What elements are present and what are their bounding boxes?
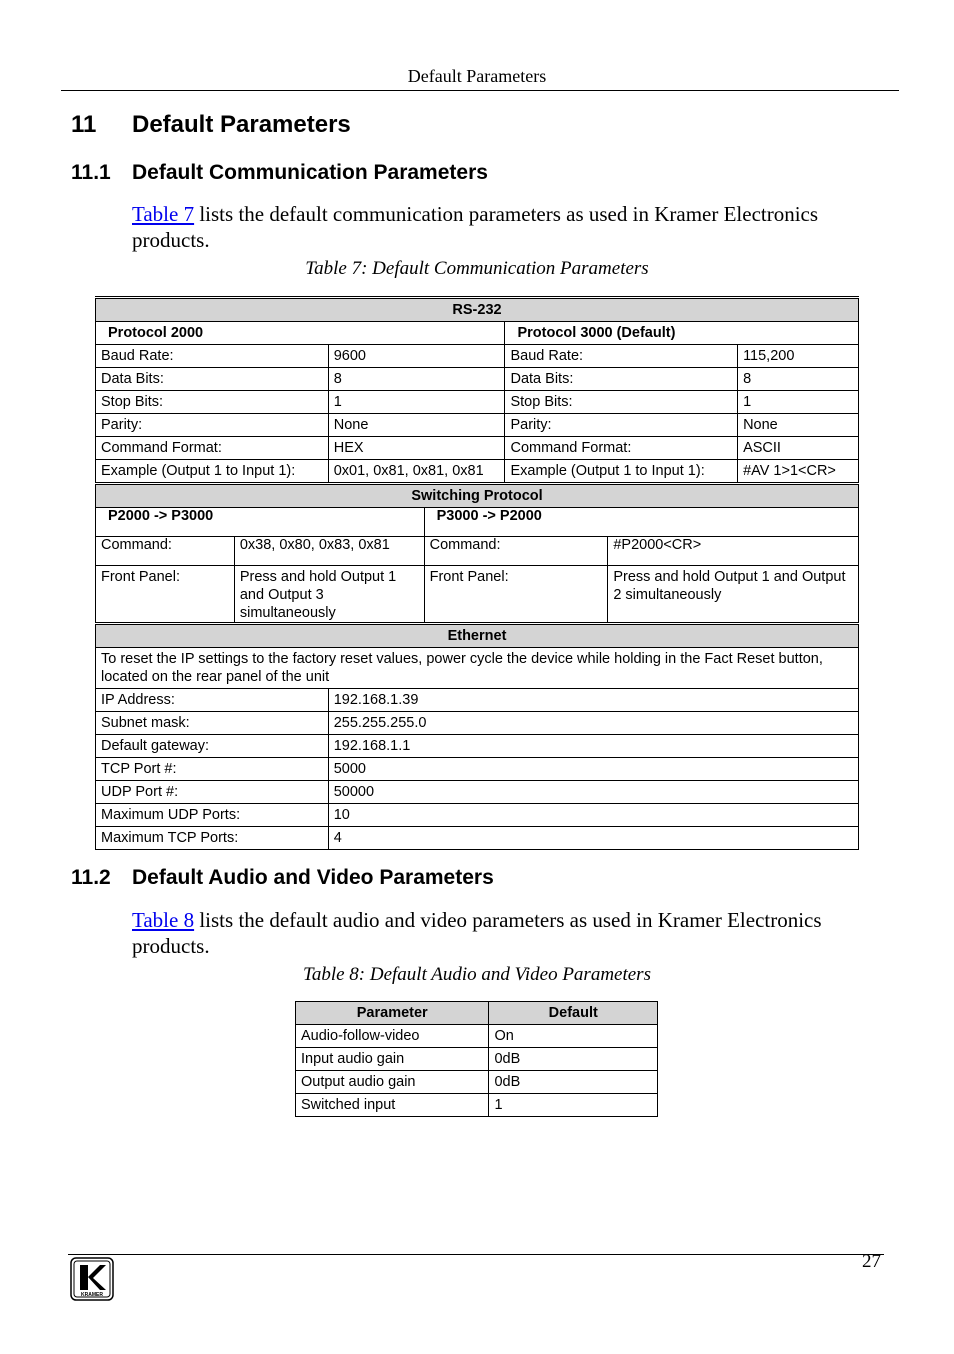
table-cell: Default gateway: bbox=[96, 735, 329, 758]
table-row bbox=[296, 1025, 658, 1048]
table-row bbox=[96, 712, 859, 735]
table-row bbox=[96, 460, 859, 484]
table-cell: Maximum TCP Ports: bbox=[96, 827, 329, 850]
table-8-link[interactable]: Table 8 bbox=[132, 908, 195, 932]
protocol-3000-title: Protocol 3000 (Default) bbox=[505, 322, 859, 345]
section-title: Default Parameters bbox=[132, 111, 351, 138]
table-cell: Stop Bits: bbox=[505, 391, 738, 414]
table-cell: Press and hold Output 1 and Output 3 simultaneously bbox=[234, 566, 424, 624]
table-cell: Command Format: bbox=[505, 437, 738, 460]
table-cell: 5000 bbox=[328, 758, 858, 781]
table-cell: 50000 bbox=[328, 781, 858, 804]
table-cell: Stop Bits: bbox=[96, 391, 329, 414]
table-row bbox=[96, 689, 859, 712]
intro-text-1: lists the default communication parameters as used in Kramer Electronics products. bbox=[132, 202, 819, 252]
p2000-to-p3000-title: P2000 -> P3000 bbox=[96, 508, 425, 537]
table-cell: 192.168.1.1 bbox=[328, 735, 858, 758]
table-cell: IP Address: bbox=[96, 689, 329, 712]
table-cell: UDP Port #: bbox=[96, 781, 329, 804]
table-cell: Maximum UDP Ports: bbox=[96, 804, 329, 827]
table-row bbox=[96, 827, 859, 850]
table-7-caption: Table 7: Default Communication Parameters bbox=[305, 258, 649, 279]
table-cell: 8 bbox=[328, 368, 505, 391]
table-cell: 1 bbox=[328, 391, 505, 414]
table-cell: Command: bbox=[96, 537, 235, 566]
table-cell: 0dB bbox=[489, 1048, 658, 1071]
table-row bbox=[96, 391, 859, 414]
table-cell: On bbox=[489, 1025, 658, 1048]
table-cell: 10 bbox=[328, 804, 858, 827]
section-number: 11 bbox=[71, 111, 97, 138]
kramer-logo-icon bbox=[70, 1257, 114, 1301]
table-row bbox=[96, 804, 859, 827]
table-row bbox=[96, 368, 859, 391]
table-cell: Front Panel: bbox=[424, 566, 608, 624]
table-row bbox=[96, 758, 859, 781]
table-cell: Data Bits: bbox=[96, 368, 329, 391]
header-rule bbox=[61, 90, 899, 91]
table-cell: 255.255.255.0 bbox=[328, 712, 858, 735]
footer-rule bbox=[68, 1254, 884, 1255]
intro-paragraph-2 bbox=[132, 907, 892, 959]
table-cell: 0x38, 0x80, 0x83, 0x81 bbox=[234, 537, 424, 566]
table-cell: TCP Port #: bbox=[96, 758, 329, 781]
ethernet-note: To reset the IP settings to the factory reset values, power cycle the device while holding in the Fact Reset button, located on the rear panel of the unit bbox=[96, 648, 859, 689]
protocol-2000-title: Protocol 2000 bbox=[96, 322, 505, 345]
table-cell: Data Bits: bbox=[505, 368, 738, 391]
table-cell: Output audio gain bbox=[296, 1071, 489, 1094]
table-cell: Front Panel: bbox=[96, 566, 235, 624]
table-cell: Switched input bbox=[296, 1094, 489, 1117]
intro-text-2: lists the default audio and video parameters as used in Kramer Electronics products. bbox=[132, 908, 822, 958]
subsection-number: 11.2 bbox=[71, 866, 111, 889]
table-cell: Command Format: bbox=[96, 437, 329, 460]
p3000-to-p2000-title: P3000 -> P2000 bbox=[424, 508, 858, 537]
table-cell: 9600 bbox=[328, 345, 505, 368]
table-cell: Parity: bbox=[96, 414, 329, 437]
table-cell: None bbox=[328, 414, 505, 437]
table-cell: 0dB bbox=[489, 1071, 658, 1094]
table-cell: Baud Rate: bbox=[505, 345, 738, 368]
subsection-title: Default Audio and Video Parameters bbox=[132, 866, 494, 889]
table-8-caption: Table 8: Default Audio and Video Parameters bbox=[303, 964, 651, 985]
intro-paragraph-1 bbox=[132, 201, 892, 253]
subsection-title: Default Communication Parameters bbox=[132, 161, 488, 184]
table-row bbox=[96, 781, 859, 804]
table-cell: Input audio gain bbox=[296, 1048, 489, 1071]
header-default: Default bbox=[489, 1002, 658, 1025]
logo-text: KRAMER bbox=[81, 1292, 103, 1298]
table-7-link[interactable]: Table 7 bbox=[132, 202, 195, 226]
table-cell: 4 bbox=[328, 827, 858, 850]
table-row bbox=[96, 345, 859, 368]
table-row bbox=[96, 437, 859, 460]
section-heading bbox=[71, 111, 351, 139]
table-cell: ASCII bbox=[738, 437, 859, 460]
table-cell: Subnet mask: bbox=[96, 712, 329, 735]
table-cell: Baud Rate: bbox=[96, 345, 329, 368]
subsection-heading-11-2 bbox=[71, 866, 494, 890]
table-cell: Example (Output 1 to Input 1): bbox=[96, 460, 329, 484]
table-cell: Press and hold Output 1 and Output 2 simultaneously bbox=[608, 566, 859, 624]
table-cell: #AV 1>1<CR> bbox=[738, 460, 859, 484]
subsection-number: 11.1 bbox=[71, 161, 111, 184]
table-cell: None bbox=[738, 414, 859, 437]
communication-parameters-table bbox=[95, 296, 859, 850]
subsection-heading-11-1 bbox=[71, 161, 488, 185]
table-cell: HEX bbox=[328, 437, 505, 460]
table-cell: 1 bbox=[489, 1094, 658, 1117]
table-row bbox=[96, 566, 859, 624]
table-row bbox=[96, 414, 859, 437]
table-row bbox=[296, 1094, 658, 1117]
table-row bbox=[296, 1071, 658, 1094]
table-row bbox=[296, 1048, 658, 1071]
table-cell: Audio-follow-video bbox=[296, 1025, 489, 1048]
header-parameter: Parameter bbox=[296, 1002, 489, 1025]
table-cell: 0x01, 0x81, 0x81, 0x81 bbox=[328, 460, 505, 484]
table-cell: #P2000<CR> bbox=[608, 537, 859, 566]
table-cell: Parity: bbox=[505, 414, 738, 437]
running-header: Default Parameters bbox=[407, 66, 547, 86]
audio-video-parameters-table bbox=[295, 1001, 658, 1117]
table-cell: 1 bbox=[738, 391, 859, 414]
table-cell: 192.168.1.39 bbox=[328, 689, 858, 712]
table-row bbox=[96, 537, 859, 566]
ethernet-title: Ethernet bbox=[96, 624, 859, 648]
switching-protocol-title: Switching Protocol bbox=[96, 484, 859, 508]
table-cell: 115,200 bbox=[738, 345, 859, 368]
table-cell: Command: bbox=[424, 537, 608, 566]
table-row bbox=[96, 735, 859, 758]
table-cell: Example (Output 1 to Input 1): bbox=[505, 460, 738, 484]
rs232-title: RS-232 bbox=[96, 298, 859, 322]
table-cell: 8 bbox=[738, 368, 859, 391]
page-number: 27 bbox=[862, 1251, 881, 1272]
